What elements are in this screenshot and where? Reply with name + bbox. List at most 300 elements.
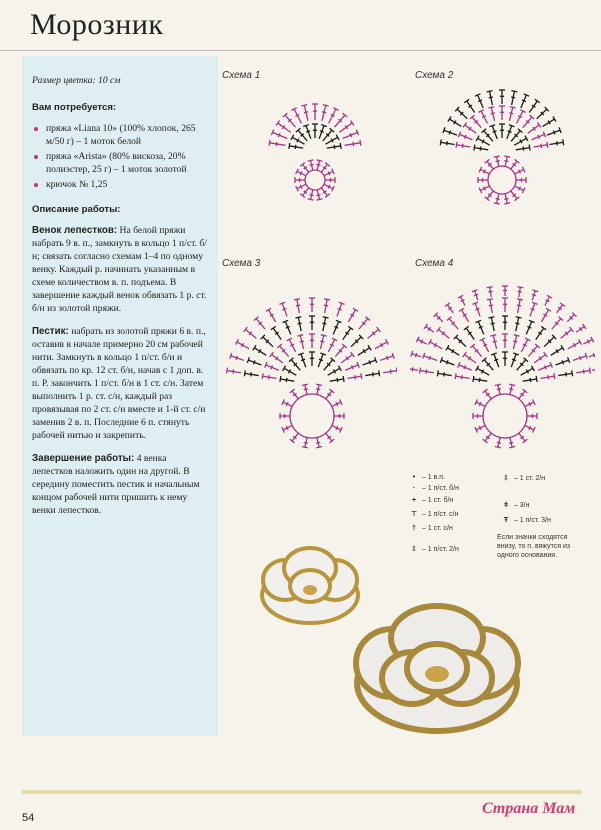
stitch-mark [537,109,547,119]
flower-size: Размер цветка: 10 см [32,75,121,86]
stitch-mark [509,389,513,390]
legend-row [408,474,445,481]
stitch-mark [465,125,476,133]
stitch-mark [548,375,549,379]
stitch-mark [534,355,545,363]
stitch-mark [467,101,475,113]
stitch-mark [280,346,289,357]
stitch-mark [488,107,494,108]
stitch-mark [541,310,548,322]
scheme-3-label: Схема 3 [222,258,261,269]
stitch-mark [545,365,547,369]
legend-symbol: Ŧ [503,517,509,524]
stitch-mark [447,141,448,145]
finish-text: 4 венка лепестков наложить один на другой. В середину поместить пестик и начальным концом рабочей нити пришить к нему венки лепестков. [32,453,200,516]
stitch-mark [587,340,589,344]
stitch-mark [286,402,288,406]
stitch-mark [547,142,548,148]
stitch-mark [350,314,354,316]
stitch-mark [298,323,302,324]
stitch-mark [456,142,457,148]
legend-row [408,485,459,492]
stitch-mark [411,351,413,357]
stitch-mark [324,360,333,371]
legend-row [408,546,459,553]
stitch-mark [450,119,462,126]
stitch-mark [488,291,492,292]
stitch-mark [455,373,456,379]
stitch-mark [334,115,344,127]
scheme-2-label: Схема 2 [415,70,454,81]
stitch-mark [472,117,481,128]
stitch-mark [517,360,526,371]
legend-row [500,475,545,482]
stitch-mark [304,112,308,113]
stitch-mark [536,376,537,382]
stitch-mark [246,329,257,338]
ring-mark [488,166,516,194]
stitch-mark [466,328,474,340]
stitch-mark [289,143,290,149]
stitch-mark [348,310,355,322]
stitch-mark [272,355,283,363]
stitch-mark [302,447,308,448]
stitch-mark [511,97,515,98]
stitch-mark [331,139,333,143]
page-number: 54 [22,812,35,824]
legend-note: Если значки сходятся внизу, то п. вяжутся из одного основания. [497,534,571,559]
stitch-mark [308,199,314,200]
stitch-mark [323,130,332,141]
stitch-mark [333,370,335,374]
stitch-mark [322,323,326,324]
stitch-mark [479,378,480,382]
stitch-mark [296,114,300,116]
legend-label: – 1 ст. 2/н [513,475,546,482]
legend-label: – 1 ст. с/н [421,525,453,532]
stitch-mark [330,344,334,346]
stitch-mark [523,344,527,346]
legend-row [408,525,453,532]
stitch-mark [532,294,536,295]
stitch-mark [462,310,469,322]
stitch-mark [319,359,323,360]
stitch-mark [523,147,524,151]
scheme-4-diagram [410,266,595,466]
stitch-mark [434,343,436,347]
stitch-mark [504,199,508,200]
stitch-mark [519,170,521,174]
stitch-mark [368,329,379,338]
stitch-mark [446,360,447,364]
stitch-mark [511,91,517,92]
stitch-mark [497,442,501,443]
stitch-mark [251,372,252,376]
scheme-1-label: Схема 1 [222,70,261,81]
legend-row [500,517,551,524]
stitch-mark [509,442,513,443]
stitch-mark [300,341,304,342]
stitch-mark [280,376,281,382]
stitch-mark [529,402,531,406]
stitch-mark [437,370,438,376]
stitch-mark [340,143,341,149]
stitch-mark [320,131,324,132]
stitch-mark [479,426,481,430]
scheme-3-diagram [222,266,397,466]
stitch-mark [304,389,308,390]
stitch-mark [517,299,523,300]
stitch-mark [387,356,388,360]
stitch-mark [541,144,542,148]
legend-row [408,510,459,518]
legend-symbol: · [412,485,416,492]
stitch-mark [494,203,500,204]
stitch-mark [381,343,383,347]
decorative-footer-band [22,786,582,798]
stitch-mark [472,290,478,292]
stitch-mark [473,376,474,382]
stitch-mark [297,139,299,143]
stitch-mark [296,305,300,306]
stitch-mark [253,360,254,364]
stitch-mark [487,91,493,92]
stitch-mark [495,384,501,385]
stitch-mark [522,100,526,102]
small-flower-image [255,540,365,630]
stitch-mark [530,378,531,382]
stitch-mark [479,402,481,406]
stitch-mark [297,335,303,336]
stitch-mark [541,326,546,329]
stitch-mark [462,375,463,379]
petals-paragraph [32,224,208,315]
stitch-mark [233,369,234,373]
stitch-mark [517,287,523,288]
stitch-mark [580,356,581,360]
stitch-mark [262,373,263,379]
stitch-mark [523,117,532,128]
stitch-mark [484,187,486,191]
finish-paragraph [32,452,208,517]
legend-label: – 1 п/ст. 2/н [421,546,459,553]
legend-symbol: ‡ [412,546,416,553]
stitch-mark [300,171,302,175]
stitch-mark [484,170,486,174]
stitch-mark [457,109,467,119]
stitch-mark [494,156,500,157]
stitch-mark [489,305,493,306]
stitch-mark [316,164,320,165]
stitch-mark [390,369,391,373]
stitch-mark [254,348,266,355]
stitch-mark [526,370,528,374]
stitch-mark [343,328,351,340]
stitch-mark [351,337,361,347]
stitch-mark [463,314,467,316]
ring-mark [305,170,325,190]
stitch-mark [373,372,374,376]
stitch-mark [343,376,344,382]
stitch-mark [496,199,500,200]
stitch-mark [518,291,522,292]
stitch-mark [316,447,322,448]
stitch-mark [322,112,326,113]
stitch-mark [527,326,531,328]
stitch-mark [593,353,594,357]
materials-list [32,122,208,191]
stitch-mark [473,346,482,357]
stitch-mark [479,326,483,328]
legend-label: – 1 п/ст. б/н [421,485,460,492]
stitch-mark [487,287,493,288]
stitch-mark [316,389,320,390]
stitch-mark [345,143,361,146]
stitch-mark [484,131,493,142]
petals-lead: Венок лепестков: [32,225,118,236]
stitch-mark [420,368,421,374]
stitch-mark [554,373,555,379]
stitch-mark [352,365,354,369]
ring-mark [290,394,334,438]
stitch-mark [515,323,519,324]
stitch-mark [324,305,328,306]
stitch-mark [493,131,497,132]
stitch-mark [270,314,274,316]
stitch-mark [465,135,467,139]
stitch-mark [339,123,352,132]
stitch-mark [320,341,324,342]
legend-label: – 1 ст. б/н [421,497,454,504]
stitch-mark [278,123,291,132]
stitch-mark [256,319,265,330]
stitch-mark [341,355,352,363]
stitch-mark [504,161,508,162]
stitch-mark [410,369,418,371]
stitch-mark [509,384,515,385]
stitch-mark [491,113,495,114]
stitch-mark [286,426,288,430]
stitch-mark [482,140,484,144]
stitch-mark [510,107,516,108]
large-flower-image [352,598,522,738]
stitch-mark [421,340,423,344]
stitch-mark [317,160,323,161]
legend-row [500,502,530,509]
stitch-mark [444,372,445,376]
page-title: Морозник [30,8,164,41]
stitch-mark [328,185,330,189]
stitch-mark [543,314,547,316]
stitch-mark [335,346,344,357]
stitch-mark [348,326,353,329]
stitch-mark [462,144,463,148]
stitch-mark [316,442,320,443]
stitch-mark [496,161,500,162]
stitch-mark [494,359,498,360]
legend-label: – 1 п/ст. с/н [421,511,459,518]
stitch-mark [353,142,354,146]
stitch-mark [536,328,544,340]
stitch-mark [426,369,427,373]
stitch-mark [300,185,302,189]
pistil-paragraph [32,325,208,442]
legend-label: – 3/н [513,502,530,509]
stitch-mark [286,326,290,328]
stitch-mark [478,100,482,102]
stitch-mark [529,426,531,430]
stitch-mark [483,344,487,346]
stitch-mark [308,160,314,161]
stitch-mark [517,305,521,306]
ring-mark [483,394,527,438]
stitch-mark [512,359,516,360]
stitch-mark [396,368,397,374]
list-item: крючок № 1,25 [32,178,208,191]
stitch-mark [295,317,301,318]
stitch-mark [298,130,307,141]
stitch-mark [574,343,576,347]
stitch-mark [273,328,281,340]
stitch-mark [286,378,287,382]
stitch-mark [359,319,368,330]
stitch-mark [334,326,338,328]
stitch-mark [304,442,308,443]
stitch-mark [509,447,515,448]
stitch-mark [355,375,356,379]
stitch-mark [563,139,564,145]
stitch-mark [514,335,520,336]
stitch-mark [324,299,330,300]
stitch-mark [328,171,330,175]
stitch-mark [415,353,416,357]
stitch-mark [310,164,314,165]
stitch-mark [337,378,338,382]
stitch-mark [301,105,307,106]
stitch-mark [535,99,540,102]
stitch-mark [589,368,590,374]
stitch-mark [562,360,563,364]
finish-lead: Завершение работы: [32,453,135,464]
stitch-mark [551,348,563,355]
stitch-mark [449,130,450,134]
stitch-mark [329,109,336,123]
legend-row [408,497,453,504]
legend-symbol: † [412,525,416,532]
legend-symbol: • [412,474,416,481]
stitch-mark [291,360,300,371]
legend-symbol: + [411,497,417,504]
stitch-mark [244,370,245,376]
scheme-1-diagram [255,80,375,210]
stitch-mark [316,195,320,196]
stitch-mark [519,187,521,191]
stitch-mark [236,356,237,360]
stitch-mark [290,344,294,346]
stitch-mark [269,140,270,146]
stitch-mark [557,141,558,145]
stitch-mark [516,317,522,318]
stitch-mark [482,370,484,374]
stitch-mark [271,365,273,369]
stitch-mark [461,300,465,302]
stitch-mark [263,337,273,347]
stitch-mark [323,317,329,318]
stitch-mark [269,375,270,379]
stitch-mark [491,323,495,324]
stitch-mark [493,341,497,342]
stitch-mark [350,133,352,137]
stitch-mark [285,115,295,127]
stitch-mark [513,341,517,342]
stitch-mark [278,133,280,137]
stitch-mark [379,370,380,376]
stitch-mark [543,119,555,126]
stitch-mark [338,308,342,309]
stitch-mark [310,195,314,196]
stitch-mark [474,145,475,151]
stitch-mark [301,359,305,360]
stitch-mark [546,300,550,302]
stitch-mark [271,326,276,329]
stitch-mark [439,329,450,338]
materials-heading: Вам потребуется: [32,102,117,113]
stitch-mark [508,131,512,132]
petals-text: На белой пряжи набрать 9 в. п., замкнуть в кольцо 1 п/ст. б/н; связать согласно схемам 1–4 по одному венку. Каждый р. начинать указанным в схеме количеством в. п. подъема. В завершение каждый венок обвязать 1 р. ст. б/н из золотой пряжи. [32,225,207,314]
stitch-mark [306,131,310,132]
stitch-mark [465,355,476,363]
stitch-mark [489,97,493,98]
stitch-mark [528,125,539,133]
description-heading: Описание работы: [32,204,121,215]
stitch-mark [561,329,572,338]
list-item: пряжа «Liana 10» (100% хлопок, 265 м/50 г) – 1 моток белой [32,122,208,148]
stitch-mark [538,135,540,139]
stitch-mark [449,319,458,330]
stitch-mark [583,369,584,373]
stitch-mark [480,147,481,151]
stitch-mark [531,308,535,309]
stitch-mark [464,326,469,329]
legend-label: – 1 в.п. [421,474,446,481]
stitch-mark [334,145,335,149]
legend-symbol: ⊤ [410,511,418,518]
stitch-mark [361,373,362,379]
stitch-mark [529,145,530,151]
stitch-mark [566,372,567,376]
site-watermark: Страна Мам [482,800,576,817]
scheme-2-diagram [432,80,572,210]
list-item: пряжа «Arista» (80% вискоза, 20% полиэстер, 25 г) – 1 моток золотой [32,150,208,176]
stitch-mark [572,370,573,376]
stitch-mark [276,142,277,146]
stitch-mark [440,139,441,145]
scheme-4-label: Схема 4 [415,258,454,269]
stitch-mark [270,143,286,146]
stitch-mark [282,308,286,309]
stitch-mark [482,116,486,118]
stitch-mark [490,335,496,336]
stitch-mark [544,337,554,347]
stitch-mark [464,365,466,369]
stitch-mark [528,346,537,357]
instructions-panel [22,56,218,736]
stitch-mark [316,384,322,385]
stitch-mark [227,368,228,374]
stitch-mark [295,145,296,149]
stitch-mark [504,203,510,204]
stitch-mark [289,370,291,374]
